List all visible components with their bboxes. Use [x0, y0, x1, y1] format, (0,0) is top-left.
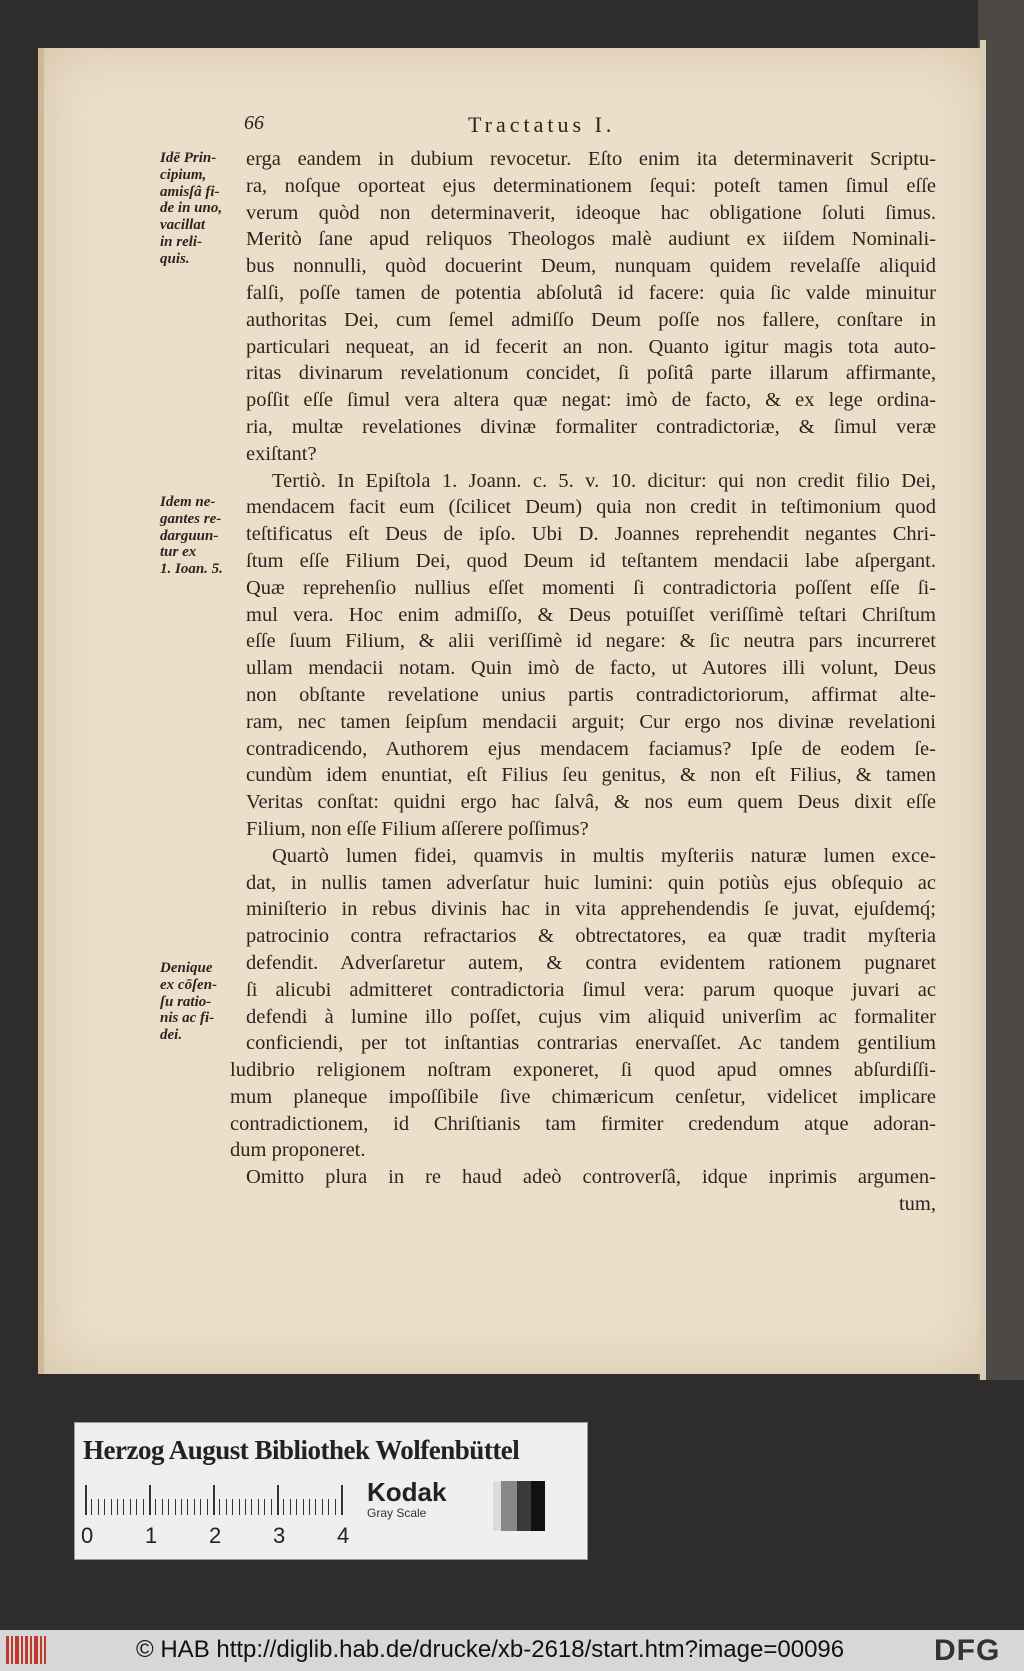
text-line: falſi, poſſe tamen de potentia abſolutâ id facere: quia ſic valde minuitur	[246, 281, 936, 304]
text-line: dat, in nullis tamen adverſatur huic lumini: quin potiùs ejus obſequio ac	[246, 871, 936, 894]
ruler-tick	[207, 1499, 208, 1515]
ruler-tick	[149, 1485, 151, 1515]
ruler-tick	[98, 1499, 99, 1515]
ruler-tick	[290, 1499, 291, 1515]
ruler-tick	[309, 1499, 310, 1515]
margin-note-3	[160, 960, 244, 1044]
margin-note-1	[160, 150, 244, 268]
text-line: ludibrio religionem noſtram exponeret, ſi quod apud omnes abſurdiſſi-	[230, 1059, 936, 1082]
ruler-tick	[271, 1499, 272, 1515]
margin-note-line: darguun-	[160, 527, 219, 544]
ruler-tick	[251, 1499, 252, 1515]
ruler-tick	[117, 1499, 118, 1515]
ruler-tick	[111, 1499, 112, 1515]
text-line: non obſtante revelatione unius partis contradictoriorum, affirmat alte-	[246, 683, 936, 706]
ruler-tick	[162, 1499, 163, 1515]
margin-note-line: amisſâ fi-	[160, 183, 220, 200]
kodak-logo	[367, 1477, 446, 1520]
running-title: Tractatus I.	[468, 112, 616, 137]
ruler-tick	[258, 1499, 259, 1515]
catchword: tum,	[898, 1193, 936, 1216]
text-line: ritas divinarum revelationum concidet, ſi poſitâ parte illarum affirmante,	[246, 362, 936, 385]
text-line: Tertiò. In Epiſtola 1. Joann. c. 5. v. 10. dicitur: qui non credit filio Dei,	[272, 469, 936, 492]
ruler-tick	[143, 1499, 144, 1515]
ruler-tick	[335, 1499, 336, 1515]
kodak-subtitle: Gray Scale	[367, 1506, 427, 1520]
library-label-card	[74, 1422, 588, 1560]
scale-number: 0	[81, 1523, 94, 1548]
margin-note-line: ex cōſen-	[160, 976, 218, 993]
text-line: patrocinio contra refractarios & obtrectatores, ea quæ tradit myſteria	[246, 925, 936, 948]
ruler-tick	[245, 1499, 246, 1515]
text-line: miniſterio in rebus divinis hac in vita apprehendendis ſe juvat, ejuſdemq́;	[246, 898, 936, 921]
body-text	[230, 146, 936, 1218]
text-line: ſi alicubi admitteret contradictoria ſimul vera: parum quoque juvari ac	[246, 978, 936, 1001]
ruler-tick	[322, 1499, 323, 1515]
margin-note-2	[160, 494, 244, 578]
ruler-tick	[136, 1499, 137, 1515]
ruler-tick	[155, 1499, 156, 1515]
ruler-tick	[315, 1499, 316, 1515]
ruler-tick	[187, 1499, 188, 1515]
margin-note-line: in reli-	[160, 233, 203, 250]
footer-bar	[0, 1630, 1024, 1671]
text-line: dum proponeret.	[230, 1139, 366, 1162]
text-line: particulari nequeat, an id fecerit an non. Quanto igitur magis tota auto-	[246, 335, 936, 358]
margin-note-line: Idē Prin-	[160, 150, 217, 166]
ruler-tick	[213, 1485, 215, 1515]
text-line: contradicendo, Authorem ejus mendacem faciamus? Ipſe de eodem ſe-	[246, 737, 936, 760]
text-line: Meritò ſane apud reliquos Theologos malè audiunt ex iiſdem Nominali-	[246, 228, 936, 251]
text-line: poſſit eſſe ſimul vera altera quæ negat: imò de facto, & ex lege ordina-	[246, 389, 936, 412]
scale-number: 3	[273, 1523, 286, 1548]
margin-note-line: ſu ratio-	[160, 993, 212, 1010]
margin-note-line: Denique	[160, 960, 213, 976]
margin-note-line: quis.	[160, 250, 190, 267]
text-line: ra, noſque oporteat ejus determinationem ſequi: poteſt tamen ſimul eſſe	[246, 174, 936, 197]
barcode-icon	[6, 1636, 46, 1664]
ruler-tick	[341, 1485, 343, 1515]
running-head	[244, 112, 934, 142]
text-line: ram, nec tamen ſeipſum mendacii arguit; Cur ergo nos divinæ revelationi	[246, 710, 936, 733]
scale-ruler	[85, 1483, 347, 1515]
ruler-tick	[123, 1499, 124, 1515]
ruler-tick	[226, 1499, 227, 1515]
page-fore-edge	[980, 40, 986, 1380]
text-line: mendacem facit eum (ſcilicet Deum) quia non credit in teſtimonium quod	[246, 496, 936, 519]
text-line: Quæ reprehenſio nullius eſſet momenti ſi contradictoria poſſent eſſe ſi-	[246, 576, 936, 599]
source-url[interactable]: © HAB http://diglib.hab.de/drucke/xb-2618/start.htm?image=00096	[136, 1636, 845, 1663]
ruler-tick	[264, 1499, 265, 1515]
text-line: mul vera. Hoc enim admiſſo, & Deus potuiſſet veriſſimè teſtari Chriſtum	[246, 603, 936, 626]
scale-number: 2	[209, 1523, 222, 1548]
text-line: teſtificatus eſt Deus de ipſo. Ubi D. Joannes reprehendit negantes Chri-	[246, 523, 936, 546]
ruler-tick	[91, 1499, 92, 1515]
margin-note-line: cipium,	[160, 166, 207, 183]
margin-note-line: gantes re-	[160, 510, 222, 527]
text-line: Filium, non eſſe Filium aſſerere poſſimus?	[246, 817, 589, 840]
text-line: ria, multæ revelationes divinæ formaliter contradictoriæ, & ſimul veræ	[246, 415, 936, 438]
ruler-tick	[232, 1499, 233, 1515]
margin-note-line: dei.	[160, 1027, 183, 1044]
kodak-brand: Kodak	[367, 1477, 447, 1507]
page-number: 66	[244, 112, 264, 134]
ruler-tick	[104, 1499, 105, 1515]
text-line: conficiendi, per tot inſtantias contrarias enervaſſet. Ac tandem gentilium	[246, 1032, 936, 1055]
text-line: Omitto plura in re haud adeò controverſâ, idque inprimis argumen-	[246, 1166, 936, 1189]
ruler-tick	[181, 1499, 182, 1515]
text-line: mum planeque impoſſibile ſive chimæricum cenſetur, videlicet implicare	[230, 1085, 936, 1108]
ruler-tick	[85, 1485, 87, 1515]
ruler-tick	[239, 1499, 240, 1515]
text-line: ullam mendacii notam. Quin imò de facto, ut Autores illi volunt, Deus	[246, 657, 936, 680]
text-line: Quartò lumen fidei, quamvis in multis myſteriis naturæ lumen exce-	[272, 844, 936, 867]
margin-note-line: de in uno,	[160, 200, 223, 217]
ruler-tick	[303, 1499, 304, 1515]
text-line: cundùm idem enuntiat, eſt Filius ſeu genitus, & non eſt Filius, & tamen	[246, 764, 936, 787]
margin-note-line: tur ex	[160, 544, 197, 561]
text-line: authoritas Dei, cum ſemel admiſſo Deum poſſe nos fallere, conſtare in	[246, 308, 936, 331]
margin-note-line: nis ac fi-	[160, 1010, 215, 1027]
ruler-tick	[328, 1499, 329, 1515]
dfg-logo: DFG	[934, 1634, 1001, 1667]
text-line: erga eandem in dubium revocetur. Eſto enim ita determinaverit Scriptu-	[246, 148, 936, 170]
ruler-tick	[296, 1499, 297, 1515]
gray-scale-patch	[493, 1481, 545, 1531]
ruler-tick	[175, 1499, 176, 1515]
text-line: exiſtant?	[246, 442, 317, 465]
text-line: bus nonnulli, quòd docuerint Deum, nunquam quidem revelaſſe aliquid	[246, 255, 936, 278]
ruler-tick	[168, 1499, 169, 1515]
margin-note-line: 1. Ioan. 5.	[160, 561, 223, 578]
library-name: Herzog August Bibliothek Wolfenbüttel	[83, 1435, 520, 1465]
text-line: ſtum eſſe Filium Dei, quod Deum id teſtantem mendacii labe aſpergant.	[246, 549, 936, 572]
text-line: Veritas conſtat: quidni ergo hac ſalvâ, & nos eum quem Deus dixit eſſe	[246, 791, 936, 814]
text-line: defendi à lumine illo poſſet, cujus vim aliquid univerſim ac formaliter	[246, 1005, 936, 1028]
ruler-tick	[194, 1499, 195, 1515]
text-line: defendit. Adverſaretur autem, & contra evidentem rationem pugnaret	[246, 951, 936, 974]
margin-note-line: vacillat	[160, 217, 205, 234]
scale-number: 4	[337, 1523, 350, 1548]
scale-number: 1	[145, 1523, 158, 1548]
ruler-tick	[200, 1499, 201, 1515]
ruler-tick	[130, 1499, 131, 1515]
text-line: contradictionem, id Chriſtianis tam firmiter credendum atque adoran-	[230, 1112, 936, 1135]
ruler-tick	[219, 1499, 220, 1515]
text-line: verum quòd non determinaverit, ideoque hac obligatione ſoluti ſimus.	[246, 201, 936, 224]
margin-note-line: Idem ne-	[160, 494, 216, 510]
text-line: eſſe ſuum Filium, & alii veriſſimè id negare: & ſic neutra pars incurreret	[246, 630, 936, 653]
ruler-tick	[283, 1499, 284, 1515]
ruler-tick	[277, 1485, 279, 1515]
